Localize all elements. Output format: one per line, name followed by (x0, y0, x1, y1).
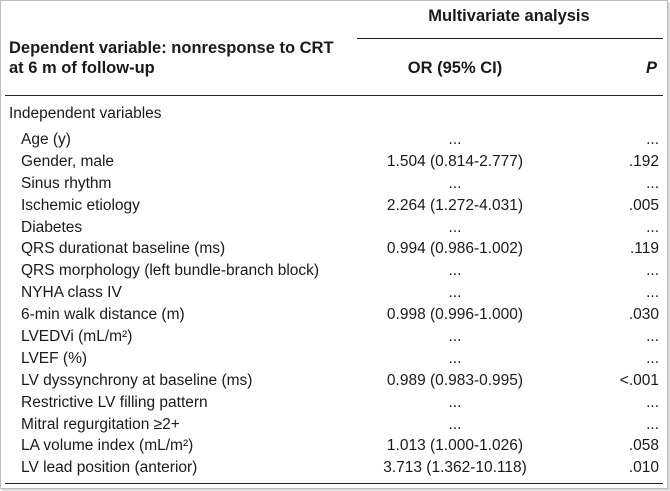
p-value-cell: ... (646, 393, 659, 411)
row-label: Mitral regurgitation ≥2+ (21, 415, 180, 433)
p-column-header: P (645, 59, 657, 77)
row-label: QRS morphology (left bundle-branch block) (21, 262, 320, 280)
odds-ratio-cell: 1.013 (1.000-1.026) (386, 437, 524, 455)
table-row (1, 151, 669, 173)
table-row (1, 370, 669, 392)
table-row (1, 195, 669, 217)
p-value-cell: <.001 (619, 371, 659, 389)
odds-ratio-cell: 0.994 (0.986-1.002) (386, 240, 524, 258)
table-row (1, 173, 669, 195)
dependent-variable-header: Dependent variable: nonresponse to CRT at 6 m of follow-up (9, 39, 334, 77)
table-body (1, 129, 669, 479)
odds-ratio-cell: 2.264 (1.272-4.031) (386, 196, 524, 214)
p-value-cell: ... (646, 349, 659, 367)
table-row (1, 282, 669, 304)
multivariate-analysis-header: Multivariate analysis (428, 7, 590, 25)
row-label: LVEF (%) (21, 349, 88, 367)
table-row (1, 435, 669, 457)
table-row (1, 129, 669, 151)
odds-ratio-cell: ... (448, 415, 462, 433)
bottom-rule (5, 483, 663, 484)
odds-ratio-cell: ... (448, 393, 462, 411)
p-value-cell: ... (646, 284, 659, 302)
row-label: Gender, male (21, 152, 115, 170)
table-row (1, 414, 669, 436)
odds-ratio-cell: 0.989 (0.983-0.995) (386, 371, 524, 389)
odds-ratio-cell: ... (448, 328, 462, 346)
row-label: LV dyssynchrony at baseline (ms) (21, 371, 253, 389)
group-header-rule (357, 38, 663, 39)
p-value-cell: .192 (628, 152, 659, 170)
p-value-cell: .010 (628, 459, 659, 477)
odds-ratio-cell: ... (448, 284, 462, 302)
p-value-cell: ... (646, 174, 659, 192)
row-label: Diabetes (21, 218, 83, 236)
row-label: LA volume index (mL/m²) (21, 437, 194, 455)
row-label: LV lead position (anterior) (21, 459, 198, 477)
section-heading: Independent variables (9, 105, 162, 122)
table-row (1, 260, 669, 282)
p-value-cell: ... (646, 218, 659, 236)
row-label: Age (y) (21, 131, 71, 148)
row-label: Ischemic etiology (21, 196, 140, 214)
table-row (1, 304, 669, 326)
row-label: QRS durationat baseline (ms) (21, 240, 226, 258)
table-row (1, 348, 669, 370)
p-value-cell: .058 (628, 437, 659, 455)
row-label: LVEDVi (mL/m²) (21, 328, 133, 346)
row-label: NYHA class IV (21, 284, 122, 302)
odds-ratio-cell: 1.504 (0.814-2.777) (386, 152, 524, 170)
row-label: Sinus rhythm (21, 174, 112, 192)
odds-ratio-cell: ... (448, 174, 462, 192)
p-value-cell: .030 (628, 306, 659, 324)
table-row (1, 392, 669, 414)
table-row (1, 326, 669, 348)
p-value-cell: ... (646, 131, 659, 148)
p-value-cell: ... (646, 328, 659, 346)
p-value-cell: .119 (629, 240, 659, 258)
header-rule (5, 95, 663, 96)
row-label: Restrictive LV filling pattern (21, 393, 208, 411)
table-row (1, 457, 669, 479)
p-value-cell: .005 (628, 196, 659, 214)
odds-ratio-cell: 3.713 (1.362-10.118) (383, 459, 527, 477)
odds-ratio-cell: ... (448, 262, 462, 280)
odds-ratio-cell: ... (448, 131, 462, 148)
odds-ratio-cell: ... (448, 349, 462, 367)
table-row (1, 238, 669, 260)
odds-ratio-cell: ... (448, 218, 462, 236)
table-row (1, 217, 669, 239)
p-value-cell: ... (646, 415, 659, 433)
row-label: 6-min walk distance (m) (21, 306, 185, 324)
or-column-header: OR (95% CI) (407, 59, 503, 77)
p-value-cell: ... (646, 262, 659, 280)
odds-ratio-cell: 0.998 (0.996-1.000) (386, 306, 524, 324)
